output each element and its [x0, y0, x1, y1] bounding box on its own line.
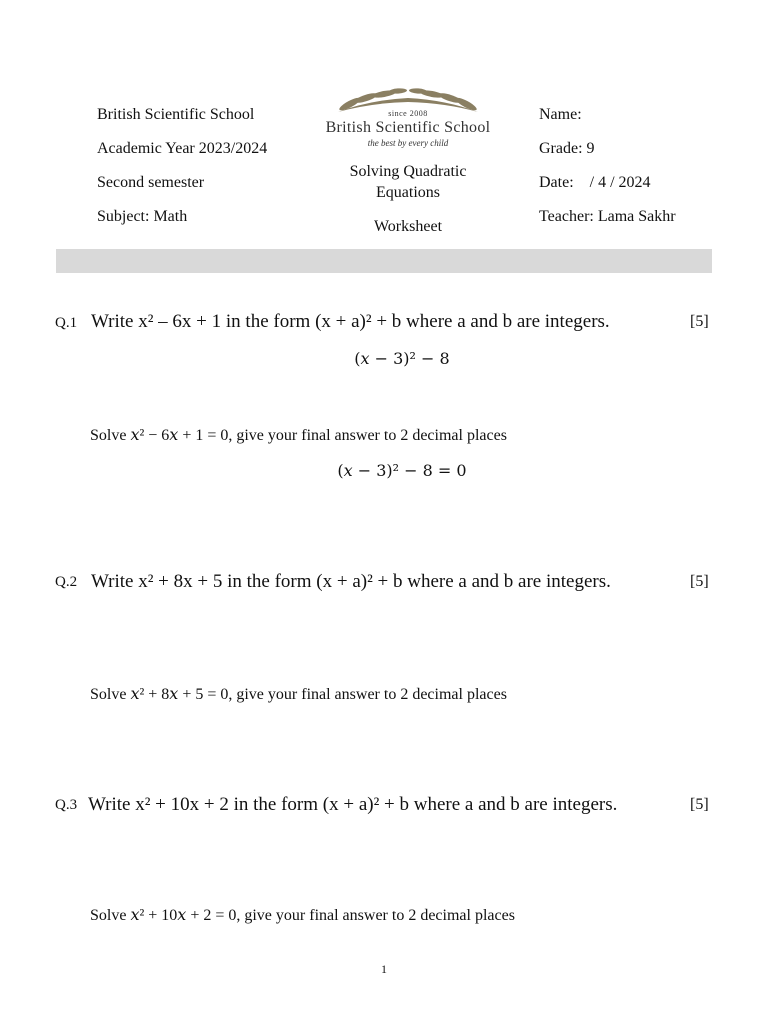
student-name-field: Name: [539, 106, 582, 123]
topic-line-1: Solving Quadratic [349, 163, 467, 180]
teacher: Teacher: Lama Sakhr [539, 208, 676, 225]
grade: Grade: 9 [539, 140, 595, 157]
question-1-answer: (𝑥 − 3)² − 8 [354, 349, 450, 368]
topic-line-2: Equations [376, 184, 440, 201]
question-1-solve: Solve 𝑥² − 6𝑥 + 1 = 0, give your final answer to 2 decimal places [90, 427, 507, 444]
header-divider-bar [56, 249, 712, 273]
academic-year: Academic Year 2023/2024 [97, 140, 268, 157]
question-3-number: Q.3 [55, 797, 78, 813]
date-value: / 4 / 2024 [589, 174, 651, 191]
date-label: Date: [539, 174, 574, 191]
school-logo [306, 84, 510, 152]
question-2-number: Q.2 [55, 574, 78, 590]
question-3-solve: Solve 𝑥² + 10𝑥 + 2 = 0, give your final answer to 2 decimal places [90, 907, 515, 924]
date-field [539, 173, 651, 193]
doc-type: Worksheet [373, 218, 443, 235]
logo-school-name: British Scientific School [325, 119, 491, 136]
question-2-marks: [5] [690, 573, 709, 590]
question-1-marks: [5] [690, 313, 709, 330]
logo-motto: the best by every child [367, 138, 449, 148]
question-3-marks: [5] [690, 796, 709, 813]
question-1-solve-answer: (𝑥 − 3)² − 8 = 0 [337, 461, 467, 480]
logo-since: since 2008 [388, 109, 428, 118]
page-number: 1 [381, 962, 387, 976]
school-name: British Scientific School [97, 106, 255, 123]
question-1-text: Write x² – 6x + 1 in the form (x + a)² + b where a and b are integers. [91, 311, 610, 332]
question-2-text: Write x² + 8x + 5 in the form (x + a)² + b where a and b are integers. [91, 571, 611, 592]
semester: Second semester [97, 174, 205, 191]
question-3-text: Write x² + 10x + 2 in the form (x + a)² + b where a and b are integers. [88, 794, 618, 815]
subject: Subject: Math [97, 208, 188, 225]
question-1-number: Q.1 [55, 315, 78, 331]
question-2-solve: Solve 𝑥² + 8𝑥 + 5 = 0, give your final answer to 2 decimal places [90, 686, 507, 703]
